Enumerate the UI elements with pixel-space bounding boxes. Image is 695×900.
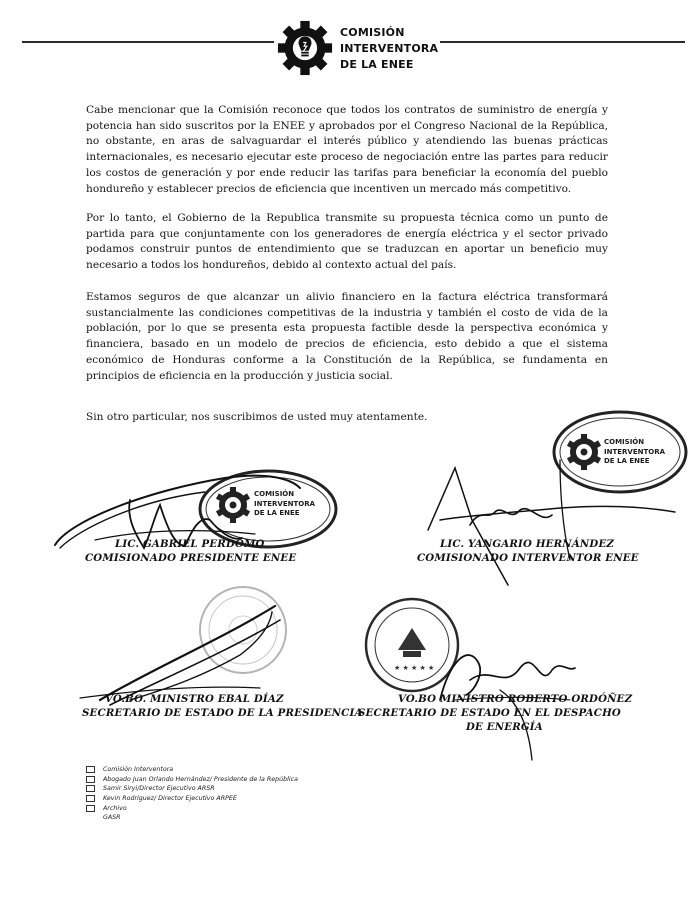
cc-item-label: Abogado Juan Orlando Hernández/ Presidente de la República: [103, 775, 298, 783]
signer-name-perdomo: LIC. GABRIEL PERDOMO: [115, 538, 265, 550]
header-rule-left: [22, 41, 274, 43]
envelope-icon: [86, 766, 95, 773]
cc-item: [86, 775, 298, 785]
cc-item-label: GASR: [103, 814, 121, 822]
cc-item-label: Archivo: [103, 804, 127, 812]
signer-name-diaz: VO.BO. MINISTRO EBAL DÍAZ: [105, 693, 284, 705]
envelope-icon: [86, 795, 95, 802]
envelope-icon: [86, 785, 95, 792]
org-name: [340, 25, 440, 73]
cc-item-label: Comisión Interventora: [103, 766, 174, 774]
stamp1-line-1: COMISIÓN: [254, 490, 295, 498]
stamp1-line-3: DE LA ENEE: [254, 509, 300, 517]
body-paragraph-1: Cabe mencionar que la Comisión reconoce que todos los contratos de suministro de energía y potencia han sido suscritos por la ENEE y aprobados por el Congreso Nacional de la República, no obstante, en aras de salvaguardar el interés público y atendiendo las buenas prácticas internacionales, es necesario ejecutar este proceso de negociación entre las partes para reducir los costos de generación y por ende reducir las tarifas para beneficiar la economía del pueblo hondureño y establecer precios de eficiencia que incentiven un mercado más competitivo.: [86, 104, 608, 195]
signer-title-ordonez-line-1: SECRETARIO DE ESTADO EN EL DESPACHO: [358, 707, 621, 719]
cc-item: [86, 803, 298, 813]
signer-title-perdomo: COMISIONADO PRESIDENTE ENEE: [85, 552, 297, 564]
signer-title-diaz: SECRETARIO DE ESTADO DE LA PRESIDENCIA: [82, 707, 363, 719]
signature-hernandez: [428, 460, 675, 585]
energy-secretariat-seal: [366, 599, 458, 691]
presidency-seal: [200, 587, 286, 673]
body-paragraph-3: Estamos seguros de que alcanzar un alivio financiero en la factura eléctrica transformará sustancialmente las condiciones competitivas de la industria y también el costo de vida de la población, por lo que se presenta esta propuesta factible desde la perspectiva económica y financiera, basado en un modelo de precios de eficiencia, esto debido a que el sistema económico de Honduras conforme a la Constitución de la República, se fundamenta en principios de eficiencia en la producción y justicia social.: [86, 291, 608, 382]
commission-stamp-2-text: [604, 438, 665, 467]
cc-item: [86, 794, 298, 804]
cc-item: [86, 765, 298, 775]
signature-diaz: [80, 606, 280, 705]
header-rule-right: [440, 41, 685, 43]
signer-name-ordonez: VO.BO MINISTRO ROBERTO ORDÓÑEZ: [398, 693, 633, 705]
org-name-line-1: COMISIÓN: [340, 26, 405, 39]
gear-lightbulb-logo: [277, 20, 333, 76]
envelope-icon: [86, 776, 95, 783]
closing-line: Sin otro particular, nos suscribimos de usted muy atentamente.: [86, 411, 428, 423]
cc-item: [86, 813, 298, 823]
signer-name-hernandez: LIC. YANGARIO HERNÁNDEZ: [440, 538, 615, 550]
cc-list: [86, 765, 298, 823]
org-name-line-3: DE LA ENEE: [340, 58, 414, 71]
stamp2-line-2: INTERVENTORA: [604, 447, 666, 456]
svg-text:★ ★ ★ ★ ★: ★ ★ ★ ★ ★: [394, 664, 435, 672]
cc-item: [86, 784, 298, 794]
stamp2-line-3: DE LA ENEE: [604, 457, 650, 465]
stamp1-line-2: INTERVENTORA: [254, 499, 316, 508]
commission-stamp-1-text: [254, 490, 315, 519]
stamp2-line-1: COMISIÓN: [604, 438, 645, 446]
body-paragraph-2: Por lo tanto, el Gobierno de la Republica transmite su propuesta técnica como un punto de partida para que conjuntamente con los generadores de energía eléctrica y el sector privado podamos construir puntos de entendimiento que se traduzcan en aportar un beneficio muy necesario a todos los hondureños, debido al contexto actual del país.: [86, 212, 608, 272]
cc-item-label: Kevin Rodríguez/ Director Ejecutivo ARPEE: [103, 795, 237, 803]
cc-item-label: Samir Siryi/Director Ejecutivo ARSR: [103, 785, 215, 793]
signer-title-hernandez: COMISIONADO INTERVENTOR ENEE: [417, 552, 639, 564]
org-name-line-2: INTERVENTORA: [340, 42, 439, 55]
envelope-icon: [86, 805, 95, 812]
signer-title-ordonez-line-2: DE ENERGÍA: [466, 721, 543, 733]
